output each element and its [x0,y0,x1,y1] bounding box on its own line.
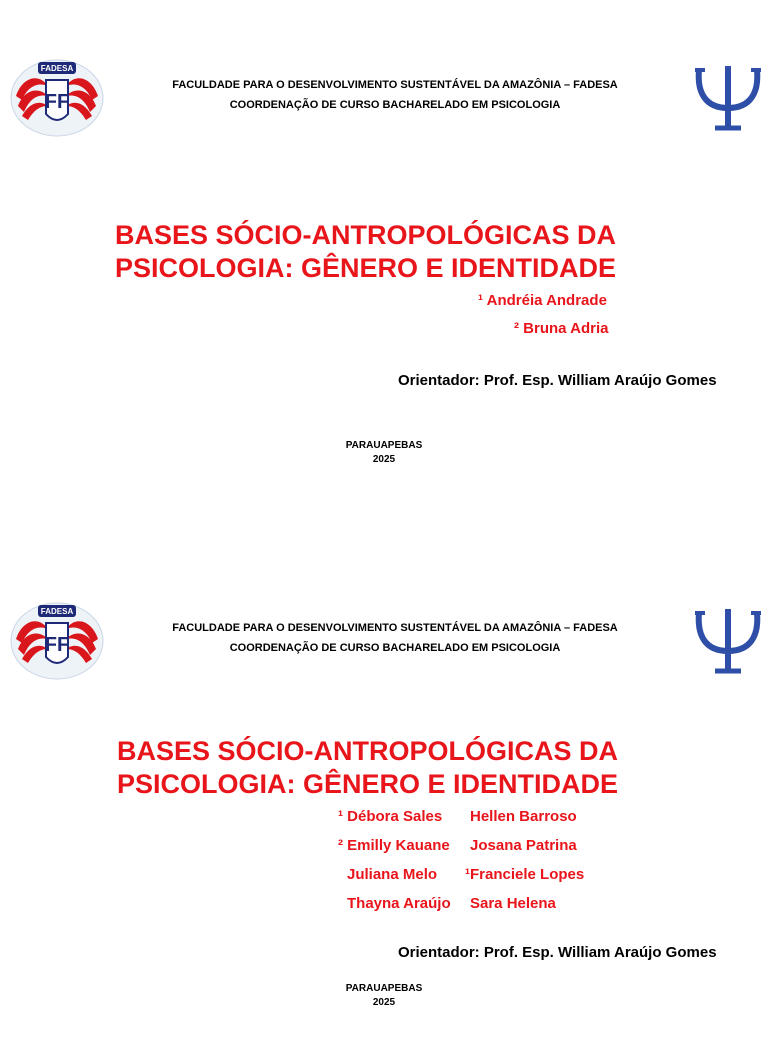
fadesa-logo-icon [8,56,106,138]
footer-city: PARAUAPEBAS [345,983,423,994]
footer-year: 2025 [372,454,396,465]
author-name: ¹ Débora Sales [338,808,443,825]
footer-location-year [320,982,448,1010]
fadesa-logo-icon [8,599,106,681]
author-name: Thayna Araújo [347,895,451,912]
footer-city: PARAUAPEBAS [345,440,423,451]
title-line-2: PSICOLOGIA: GÊNERO E IDENTIDADE [117,769,619,799]
advisor-name: Orientador: Prof. Esp. William Araújo Gomes [398,944,717,961]
title-line-1: BASES SÓCIO-ANTROPOLÓGICAS DA [115,220,617,250]
presentation-title [117,735,677,801]
title-line-2: PSICOLOGIA: GÊNERO E IDENTIDADE [115,253,617,283]
author-name: ¹ Andréia Andrade [478,292,607,309]
footer-location-year [320,439,448,467]
title-line-1: BASES SÓCIO-ANTROPOLÓGICAS DA [117,736,619,766]
presentation-title [115,219,675,285]
psi-icon [693,62,763,132]
course-coordination: COORDENAÇÃO DE CURSO BACHARELADO EM PSICOLOGIA [229,99,561,111]
author-name: Josana Patrina [470,837,577,854]
author-name: ² Emilly Kauane [338,837,450,854]
logo-text: FADESA [40,607,74,616]
slide-1 [0,0,768,512]
institution-name: FACULDADE PARA O DESENVOLVIMENTO SUSTENTÁVEL DA AMAZÔNIA – FADESA [172,79,618,91]
advisor-name: Orientador: Prof. Esp. William Araújo Gomes [398,372,717,389]
psi-icon [693,605,763,675]
institution-name: FACULDADE PARA O DESENVOLVIMENTO SUSTENTÁVEL DA AMAZÔNIA – FADESA [172,622,618,634]
author-name: Hellen Barroso [470,808,577,825]
author-name: Juliana Melo [347,866,438,883]
logo-text: FADESA [40,64,74,73]
slide-2 [0,543,768,1055]
course-coordination: COORDENAÇÃO DE CURSO BACHARELADO EM PSICOLOGIA [229,642,561,654]
author-name: ¹Franciele Lopes [465,866,585,883]
author-name: ² Bruna Adria [514,320,609,337]
author-name: Sara Helena [470,895,556,912]
footer-year: 2025 [372,997,396,1008]
